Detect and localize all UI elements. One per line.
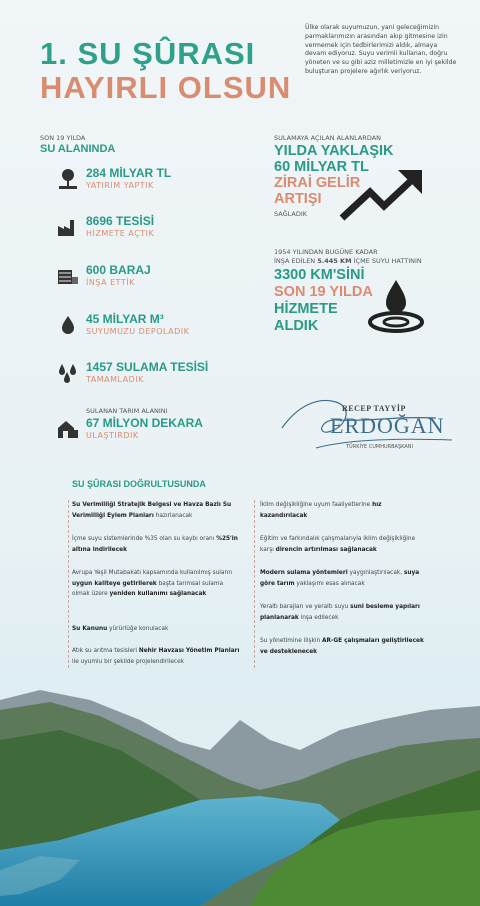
sura-item-right-1: İklim değişikliğine uyum faaliyetlerine hız kazandırılacak [260, 502, 382, 519]
stat-line2: ULAŞTIRDIK [86, 431, 139, 440]
signature-surname: ERDOĞAN [330, 413, 445, 438]
sura-item-right-4: Yeraltı barajları ve yeraltı suyu suni besleme yapıları planlanarak inşa edilecek [260, 604, 420, 621]
sura-item-left-4: Su Kanunu yürürlüğe konulacak [72, 626, 169, 632]
trend-arrow-icon [336, 166, 426, 224]
signature-name: RECEP TAYYİP [342, 404, 406, 413]
stat-line2: HİZMETE AÇTIK [86, 229, 155, 238]
sura-item-right-3: Modern sulama yöntemleri yaygınlaştırılacak, suya göre tarım yaklaşımı esas alınacak [260, 570, 420, 587]
pipeline-line-1: 3300 KM'SİNİ [274, 267, 365, 283]
stat-preline: SULANAN TARIM ALANINI [86, 407, 168, 415]
pipeline-kicker-1: 1954 YILINDAN BUGÜNE KADAR [274, 248, 378, 256]
sura-item-left-2: İçme suyu sistemlerinde %35 olan su kaybı oranı %25'in altına indirilecek [72, 536, 238, 553]
stat-line1: 600 BARAJ [86, 263, 151, 277]
stats-kicker: SON 19 YILDA [40, 134, 86, 142]
income-kicker: SULAMAYA AÇILAN ALANLARDAN [274, 134, 382, 142]
income-line-1: YILDA YAKLAŞIK [274, 143, 394, 159]
pipeline-kicker-2: İNŞA EDİLEN 5.445 KM İÇME SUYU HATTININ [274, 257, 422, 265]
pipeline-line-2: SON 19 YILDA [274, 284, 373, 300]
sura-item-left-3: Avrupa Yeşil Mutabakatı kapsamında kullanılmış suların uygun kaliteye getirilerek başta tarımsal sulama olmak üzere yeniden kullanımı sağlanacak [72, 570, 233, 597]
dam-icon [56, 265, 80, 287]
income-line-3: ZİRAİ GELİR [274, 175, 361, 191]
title-line-2: HAYIRLI OLSUN [40, 70, 292, 105]
divider-left [68, 500, 69, 668]
stat-line1: 1457 SULAMA TESİSİ [86, 360, 209, 374]
sura-item-right-2: Eğitim ve farkındalık çalışmalarıyla iklim değişikliğine karşı direncin artırılması sağlanacak [260, 536, 416, 553]
sura-item-left-5: Atık su arıtma tesisleri Nehir Havzası Yönetim Planları ile uyumlu bir şekilde projelendirilecek [72, 648, 240, 665]
stat-line2: İNŞA ETTİK [86, 278, 135, 287]
divider-right [254, 500, 255, 668]
money-tree-icon [56, 168, 80, 190]
stat-line1: 284 MİLYAR TL [86, 166, 172, 180]
sura-heading: SU ŞÛRASI DOĞRULTUSUNDA [72, 479, 206, 489]
water-drop-icon [56, 314, 80, 336]
intro-text: Ülke olarak suyumuzun, yani geleceğimizin parmaklarımızın arasından akıp gitmesine izin vermemek için tedbirlerimizi aldık, almaya devam ediyoruz. Suyu verimli kullanan, doğru yöneten ve su gibi aziz milletimizle en iyi şekilde buluşturan projelere ağırlık veriyoruz. [305, 24, 457, 75]
water-drop-ripple-icon [366, 276, 426, 336]
sura-item-right-5: Su yönetimine ilişkin AR-GE çalışmaları geliştirilecek ve desteklenecek [260, 638, 424, 655]
signature-role: TÜRKİYE CUMHURBAŞKANI [346, 444, 413, 450]
title-line-1: 1. SU ŞÛRASI [40, 36, 256, 71]
stat-line1: 8696 TESİSİ [86, 214, 155, 228]
income-line-2: 60 MİLYAR TL [274, 159, 369, 175]
lake-landscape-image [0, 680, 480, 906]
irrigation-drops-icon [56, 362, 80, 384]
sura-item-left-1: Su Verimliliği Stratejik Belgesi ve Havza Bazlı Su Verimliliği Eylem Planları hazırlanacak [72, 502, 232, 519]
income-tail: SAĞLADIK [274, 210, 308, 218]
stats-heading: SU ALANINDA [40, 143, 116, 155]
pipeline-line-3: HİZMETE [274, 301, 338, 317]
factory-icon [56, 216, 80, 238]
stat-line2: YATIRIM YAPTIK [86, 181, 154, 190]
stat-line1: 45 MİLYAR M³ [86, 312, 164, 326]
pipeline-line-4: ALDIK [274, 318, 319, 334]
income-line-4: ARTIŞI [274, 191, 322, 207]
farm-house-icon [56, 418, 80, 440]
stat-line2: TAMAMLADIK [86, 375, 144, 384]
stat-line1: 67 MİLYON DEKARA [86, 416, 203, 430]
stat-line2: SUYUMUZU DEPOLADIK [86, 327, 190, 336]
